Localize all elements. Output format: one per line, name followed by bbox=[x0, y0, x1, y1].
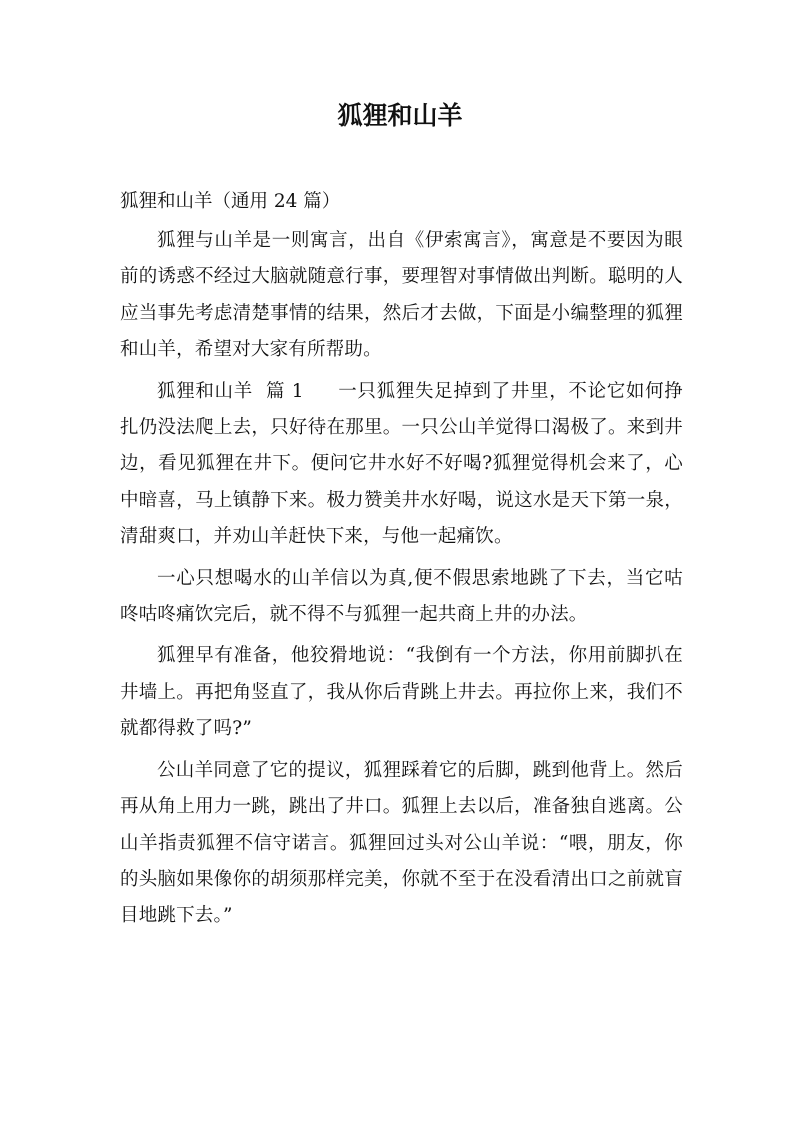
story-paragraph-4: 公山羊同意了它的提议，狐狸踩着它的后脚，跳到他背上。然后再从角上用力一跳，跳出了井口。狐狸上去以后，准备独自逃离。公山羊指责狐狸不信守诺言。狐狸回过头对公山羊说：“喂，朋友，你的头脑如果像你的胡须那样完美，你就不至于在没看清出口之前就盲目地跳下去。” bbox=[120, 759, 683, 927]
story-paragraph-3: 狐狸早有准备，他狡猾地说：“我倒有一个方法，你用前脚扒在井墙上。再把角竖直了，我从你后背跳上井去。再拉你上来，我们不就都得救了吗?” bbox=[120, 645, 683, 740]
document-subtitle: 狐狸和山羊（通用 24 篇） bbox=[120, 191, 341, 212]
document-title: 狐狸和山羊 bbox=[337, 101, 463, 130]
document-body bbox=[120, 186, 683, 935]
story-paragraph-1-text: 一只狐狸失足掉到了井里，不论它如何挣扎仍没法爬上去，只好待在那里。一只公山羊觉得口渴极了。来到井边，看见狐狸在井下。便问它井水好不好喝?狐狸觉得机会来了，心中暗喜，马上镇静下来。极力赞美井水好喝，说这水是天下第一泉，清甜爽口，并劝山羊赶快下来，与他一起痛饮。 bbox=[120, 380, 683, 548]
intro-paragraph: 狐狸与山羊是一则寓言，出自《伊索寓言》，寓意是不要因为眼前的诱惑不经过大脑就随意行事，要理智对事情做出判断。聪明的人应当事先考虑清楚事情的结果，然后才去做，下面是小编整理的狐狸和山羊，希望对大家有所帮助。 bbox=[120, 230, 683, 361]
section-label: 狐狸和山羊 篇 1 bbox=[157, 380, 304, 402]
story-paragraph-2: 一心只想喝水的山羊信以为真,便不假思索地跳了下去，当它咕咚咕咚痛饮完后，就不得不与狐狸一起共商上井的办法。 bbox=[120, 567, 683, 626]
story-paragraph-1 bbox=[120, 374, 683, 556]
